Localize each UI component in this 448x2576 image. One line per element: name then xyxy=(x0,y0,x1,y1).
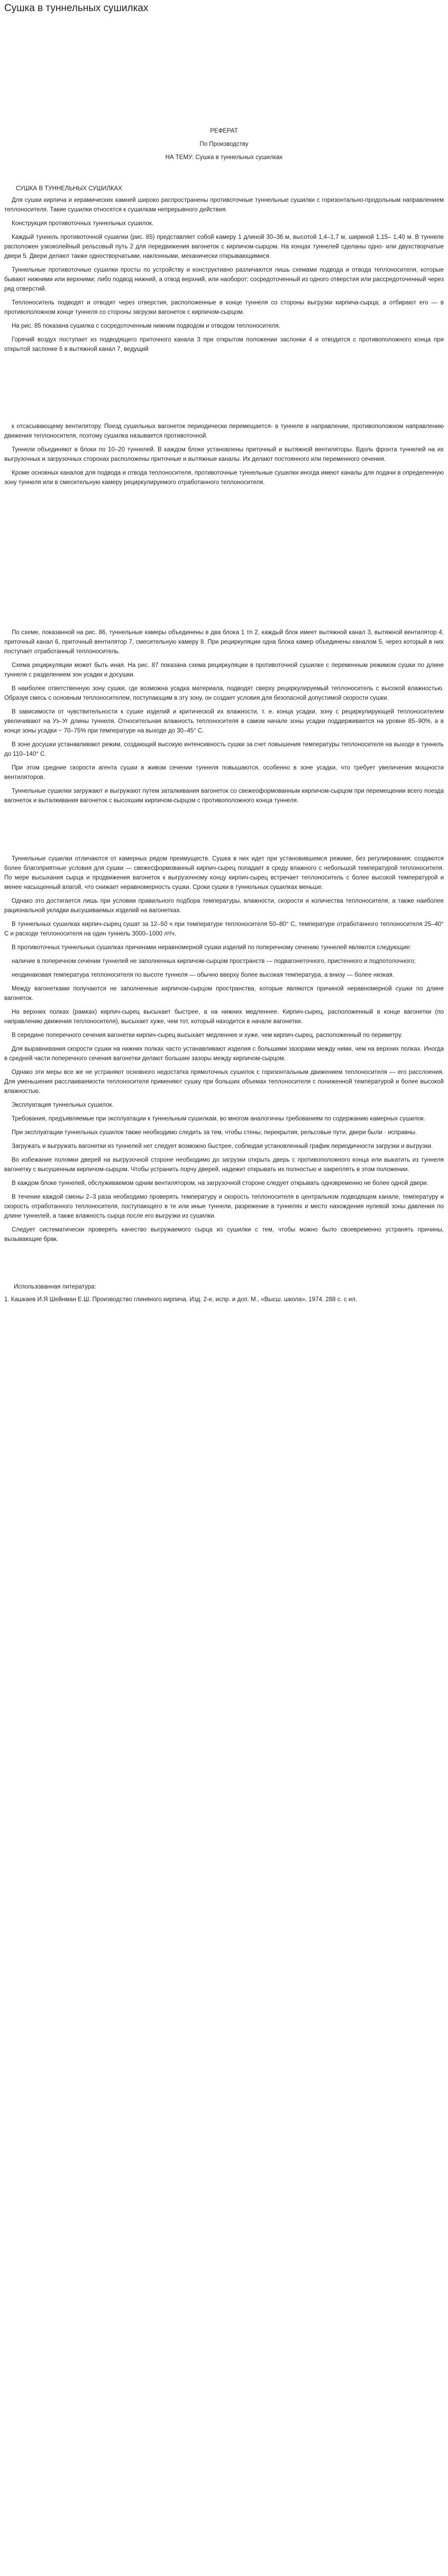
reference-item: 1. Кашкаев И.Я Шейнман Е.Ш. Производство глиняного кирпича. Изд. 2-е, испр. и доп. М., «Высш. школа», 1974. 288 с. с ил. xyxy=(4,1296,358,1303)
paragraph: В туннельных сушилках кирпич-сырец сушат за 12–50 ч при температуре теплоносителя 50–80° С, температуре отработанного теплоносителя 25–40° С и расходе теплоносителя на один туннель 3000–1000 л³/ч. xyxy=(4,921,444,937)
paragraph: Туннельные сушилки отличаются от камерных рядом преимуществ. Сушка в них идет при установившемся режиме, без регулирования; создаются более благоприятные условия для сушки — свежесформованный кирпич-сырец попадает в среду влажного с небольшой температурой теплоносителя. По мере высыхания сырца и продвижения вагонеток к выгрузочному концу кирпич-сырец встречает теплоноситель с более высокой температурой и менее насыщенный влагой, что снижает неравномерность сушки. Сроки сушки в туннельных сушилках меньше. xyxy=(4,856,444,891)
paragraph: На верхних полках (рамках) кирпич-сырец высыхает быстрее, а на нижних медленнее. Кирпич-сырец, расположенный в конце вагонетки (по направлению движения теплоносителя), высыхает хуже, чем тот, который находится в начале вагонетки. xyxy=(4,1009,444,1025)
paragraph: Между вагонетками получаются не заполненные кирпичом-сырцом пространства, которые являются причиной неравномерной сушки по длине вагонеток. xyxy=(4,986,444,1002)
paragraph: Эксплуатация туннельных сушилок. xyxy=(12,1102,114,1108)
paragraph: к отсасывающему вентилятору. Поезд сушильных вагонеток периодически перемещается- в туннеле в направлении, противоположном направлению движения теплоносителя, поэтому сушилка называется противоточной. xyxy=(4,423,444,439)
paragraph-group-4 xyxy=(4,854,444,1244)
paragraph: Схема рециркуляции может быть иная. На рис. 87 показана схема рециркуляции в противоточной сушилке с переменным режимом сушки по длине туннеля с разделением зон усадки и досушки. xyxy=(4,662,444,678)
paragraph-group-3 xyxy=(4,628,444,805)
paragraph: Требования, предъявляемые при эксплуатации к туннельным сушилкам, во многом аналогичны требованиям по содержанию камерных сушилок. xyxy=(12,1116,426,1122)
figure-space xyxy=(4,358,444,422)
abstract-topic: НА ТЕМУ: Сушка в туннельных сушилках xyxy=(165,154,283,161)
paragraph: Конструкция противоточных туннельных сушилок. xyxy=(12,220,154,227)
paragraph: Во избежание поломки дверей на выгрузочной стороне необходимо до загрузки открыть дверь с противоположного конца или выкатить из туннеля вагонетку с высушенным кирпичом-сырцом. Чтобы устранить порчу дверей, надежит открывать их полностью и закреплять в этом положении. xyxy=(4,1157,444,1173)
section-title: СУШКА В ТУННЕЛЬНЫХ СУШИЛКАХ xyxy=(16,186,122,192)
paragraph: Туннельные противоточные сушилки просты по устройству и конструктивно различаются лишь схемами подвода и отвода теплоносителя, которые бывают нижними или верхними; либо подвод нижний, а отвод верхний, или наоборот; сосредоточенный из одного отверстия или рассредоточенный через ряд отверстий. xyxy=(4,267,444,292)
paragraph-group-1 xyxy=(4,196,444,354)
references-title: Использованная литература: xyxy=(14,1284,96,1290)
paragraph: В течение каждой смены 2–3 раза необходимо проверять температуру и скорость теплоносителя в центральном подводящем канале, температуру и скорость отработанного теплоносителя, поступающего в те или иные туннели, разрежение в туннелях и место нахождения нулевой зоны давления по длине туннелей, а также влажность сырца после его выгрузки из сушилки. xyxy=(4,1194,444,1219)
paragraph: неодинаковая температура теплоносителя по высоте туннеля — обычно вверху более высокая температура, а внизу — более низкая. xyxy=(12,972,395,978)
paragraph: Каждый туннель противоточной сушилки (рис. 85) представляет собой камеру 1 длиной 30–36 м, высотой 1,4–1,7 м, шириной 1,15– 1,40 м. В туннеле расположен узкоколейный рельсовый путь 2 для передвижения вагонеток с кирпичом-сырцом. На концах туннелей сделаны одно- или двухстворчатые двери 5. Двери делают также одностворчатыми, наклонными, механически открывающимися. xyxy=(4,234,444,260)
paragraph: При эксплуатации туннельных сушилок также необходимо следить за тем, чтобы стены, перекрытия, рельсовые пути, двери были · исправны. xyxy=(12,1129,417,1136)
page-title: Сушка в туннельных сушилках xyxy=(4,3,149,14)
paragraph-group-2 xyxy=(4,422,444,487)
paragraph: В середине поперечного сечения вагонетки кирпич-сырец высыхает медленнее и хуже, чем кирпич-сырец, расположенный по периметру. xyxy=(12,1032,403,1039)
paragraph: На рис. 85 показана сушилка с сосредоточенным нижним подводом и отводом теплоносителя. xyxy=(12,323,280,329)
paragraph: Для сушки кирпича и керамических камней широко распространены противоточные туннельные сушилки с горизонтально-продольным направлением теплоносителя. Такие сушилки относятся к сушилкам непрерывного действия. xyxy=(4,197,444,213)
paragraph: Для выравнивания скорости сушки на нижних полках часто устанавливают изделия с большими зазорами между ними, чем на верхних полках. Иногда в средней части поперечного сечения вагонетки делают большие зазоры между кирпичом-сырцом. xyxy=(4,1046,444,1062)
paragraph: В наиболее ответственную зону сушки, где возможна усадка материала, подводят сверху рециркулируемый теплоноситель с высокой влажностью. Образуя смесь с основным теплоносителем, поступающим в эту зону, он создает условия для безопасной допустимой скорости сушки. xyxy=(4,685,444,701)
paragraph: Туннели объединяют в блоки по 10–20 туннелей. В каждом блоке установлены приточный и вытяжной вентиляторы. Вдоль фронта туннелей на их выгрузочных и загрузочных сторонах расположены приточные и вытяжные каналы. Их делают постоянного или переменного сечения. xyxy=(4,447,444,462)
paragraph: В противоточных туннельных сушилках причинами неравномерной сушки изделий по поперечному сечению туннелей являются следующие: xyxy=(12,944,412,951)
paragraph: наличие в поперечном сечении туннелей не заполненных кирпичом-сырцом пространств — подвагонеточного, пристенного и подпотолочного; xyxy=(12,958,416,965)
paragraph: Однако это достигается лишь при условии правильного подбора температуры, влажности, скорости и количества теплоносителя, а также наиболее рациональной укладки высушиваемых изделий на вагонетках. xyxy=(4,898,444,914)
paragraph: Теплоноситель подводят и отводят через отверстия, расположенные в конце туннеля со стороны выгрузки кирпича-сырца; а отбирают его — в противоположном конце туннеля со стороны загрузки вагонеток с кирпичом-сырцом. xyxy=(4,300,444,316)
figure-space xyxy=(4,492,444,628)
paragraph: Горячий воздух поступает из подводящего приточного канала 3 при открытом положении заслонки 4 и отводится с противоположного конца при открытой заслонке 6 в вытяжной канал 7, ведущий xyxy=(4,337,444,353)
paragraph: Туннельные сушилки загружают и выгружают путем заталкивания вагонеток со свежеоформованным кирпичом-сырцом при перемещении всего поезда вагонеток и выталкивания вагонеток с высохшим кирпичом-сырцом с противоположного конца туннеля. xyxy=(4,788,444,804)
paragraph: По схеме, показанной на рис. 86, туннельные камеры объединены в два блока 1 тп 2, каждый блок имеет вытяжной канал 3, вытяжной вентилятор 4, приточный канал 6, приточный вентилятор 7, смесительную камеру 8. При рециркуляции одна блока камер объединены каналом 5, через который в них поступает отработанный теплоноситель. xyxy=(4,629,444,655)
paragraph: В каждом блоке туннелей, обслуживаемом одним вентилятором, на загрузочной стороне следует открывать одновременно не более одной двери. xyxy=(12,1180,428,1187)
paragraph: Следует систематически проверять качество выгружаемого сырца из сушилки с тем, чтобы можно было своевременно устранять причины, вызывающие брак. xyxy=(4,1227,444,1243)
paragraph: При этом средние скорости агента сушки в живом сечении туннеля повышаются, особенно в зоне усадки, что требует увеличения мощности вентиляторов. xyxy=(4,765,444,781)
figure-space xyxy=(4,810,444,854)
abstract-label: РЕФЕРАТ xyxy=(210,128,238,134)
document-body xyxy=(4,23,444,1304)
abstract-subject: По Производству xyxy=(199,141,249,147)
paragraph: Однако эти меры все же не устраняют основного недостатка прямоточных сушилок с горизонтальным движением теплоносителя — его расслоения. Для уменьшения расслаиваемости теплоносителя применяют сушку при больших объемах теплоносителя с пониженной температурой и более высокой влажностью. xyxy=(4,1069,444,1095)
paragraph: В зоне досушки устанавливают режим, создающий высокую интенсивность сушки за счет повышения температуры теплоносителя на выходе в туннель до 110–140° С. xyxy=(4,742,444,757)
paragraph: В зависимости от чувствительности к сушке изделий и критической их влажности, т. е. конца усадки, зону с рециркулирующей теплоносителем увеличивают на Уз–Уг длины туннеля. Относительная влажность теплоносителя в самом начале зоны усадки поддерживается на уровне 85–90%, а в конце зоны усадки ~ 70–75% при температуре на выходе до 30–45° С. xyxy=(4,709,444,734)
paragraph: Кроме основных каналов для подвода и отвода теплоносителя, противоточные туннельные сушилки иногда имеют каналы для подачи в определенную зону туннеля или в смесительную камеру рециркулируемого отработанного теплоносителя. xyxy=(4,470,444,486)
paragraph: Загружать и выгружать вагонетки из туннелей нет следует возможно быстрее, соблюдая установленный график периодичности загрузки и выгрузки. xyxy=(12,1143,433,1150)
